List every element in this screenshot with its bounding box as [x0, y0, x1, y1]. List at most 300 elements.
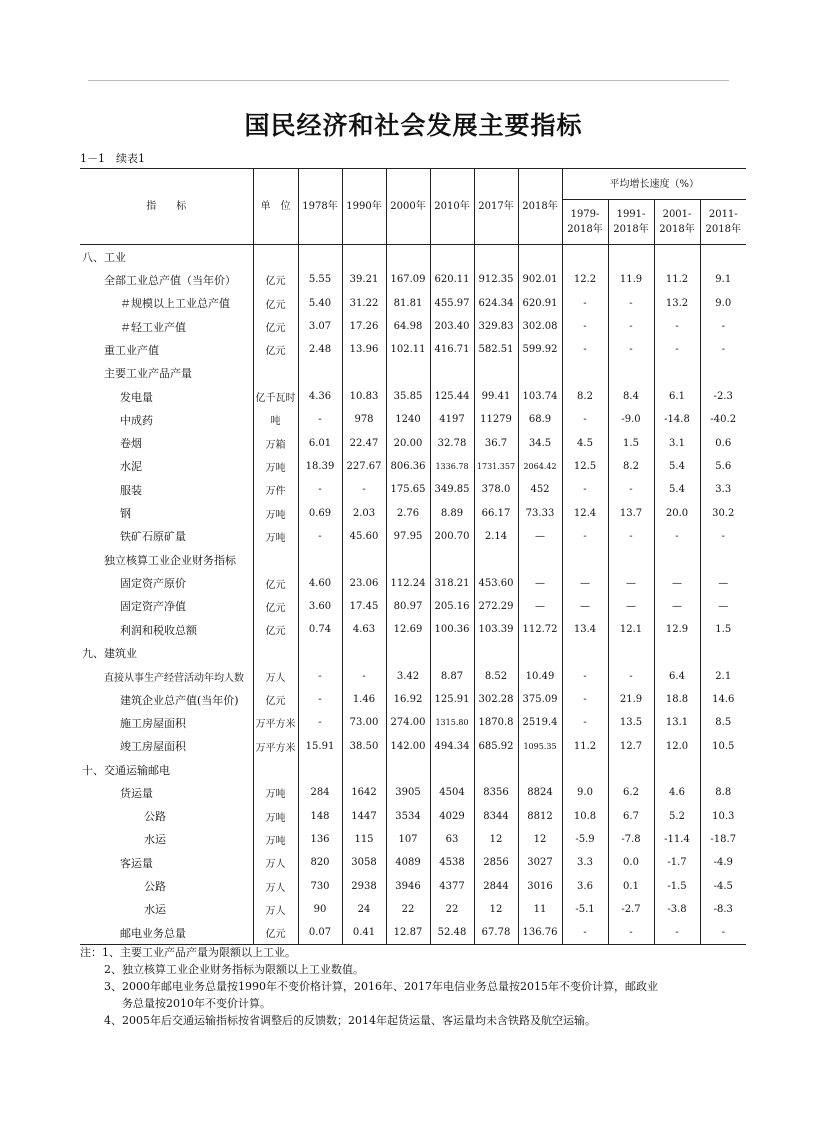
value-cell [474, 758, 518, 781]
value-cell: 99.41 [474, 385, 518, 408]
value-cell: 453.60 [474, 571, 518, 594]
growth-cell: 9.0 [700, 292, 746, 315]
value-cell [518, 548, 562, 571]
value-cell: 2.03 [342, 501, 386, 524]
indicator-name: 独立核算工业企业财务指标 [104, 553, 236, 567]
unit-cell: 亿元 [253, 688, 298, 711]
value-cell: 3027 [518, 851, 562, 874]
growth-cell [654, 758, 700, 781]
value-cell: 12 [518, 828, 562, 851]
growth-cell: 12.4 [562, 501, 608, 524]
growth-cell: 11.2 [562, 735, 608, 758]
value-cell: 1870.8 [474, 711, 518, 734]
value-cell: 15.91 [298, 735, 342, 758]
value-cell: 200.70 [430, 525, 474, 548]
value-cell: 90 [298, 898, 342, 921]
growth-cell [562, 245, 608, 269]
header-year: 2018年 [518, 169, 562, 245]
growth-cell: 2.1 [700, 665, 746, 688]
value-cell [342, 245, 386, 269]
value-cell: 620.91 [518, 292, 562, 315]
value-cell [386, 641, 430, 664]
footnote: 3、2000年邮电业务总量按1990年不变价格计算，2016年、2017年电信业务总量按2015年不变价计算，邮政业 [104, 980, 658, 993]
unit-cell: 亿元 [253, 315, 298, 338]
value-cell: 136 [298, 828, 342, 851]
growth-cell: - [562, 408, 608, 431]
growth-cell: -11.4 [654, 828, 700, 851]
unit-cell: 亿元 [253, 921, 298, 945]
value-cell: 12.87 [386, 921, 430, 945]
value-cell: — [518, 571, 562, 594]
value-cell: 22.47 [342, 432, 386, 455]
unit-cell: 亿元 [253, 571, 298, 594]
value-cell: 3.07 [298, 315, 342, 338]
value-cell: 0.41 [342, 921, 386, 945]
value-cell: 34.5 [518, 432, 562, 455]
unit-cell [253, 548, 298, 571]
value-cell: 378.0 [474, 478, 518, 501]
header-year: 1978年 [298, 169, 342, 245]
value-cell: 4377 [430, 874, 474, 897]
value-cell: 494.34 [430, 735, 474, 758]
value-cell: 2.48 [298, 338, 342, 361]
footnote: 4、2005年后交通运输指标按省调整后的反馈数；2014年起货运量、客运量均未含铁路及航空运输。 [104, 1014, 596, 1027]
value-cell: 2938 [342, 874, 386, 897]
value-cell: 100.36 [430, 618, 474, 641]
growth-cell: 3.3 [700, 478, 746, 501]
unit-cell: 万件 [253, 478, 298, 501]
value-cell: 4538 [430, 851, 474, 874]
table-row [80, 292, 746, 315]
table-row [80, 828, 746, 851]
unit-cell: 万吨 [253, 805, 298, 828]
growth-cell: 8.8 [700, 781, 746, 804]
growth-cell: — [700, 595, 746, 618]
value-cell: - [342, 665, 386, 688]
value-cell: 112.24 [386, 571, 430, 594]
value-cell [430, 641, 474, 664]
indicators-table [80, 168, 746, 945]
value-cell: 978 [342, 408, 386, 431]
growth-cell: - [608, 921, 654, 945]
value-cell: 2064.42 [518, 455, 562, 478]
value-cell: 4029 [430, 805, 474, 828]
value-cell: 318.21 [430, 571, 474, 594]
value-cell: 2844 [474, 874, 518, 897]
table-row [80, 408, 746, 431]
value-cell: 349.85 [430, 478, 474, 501]
value-cell: 730 [298, 874, 342, 897]
growth-cell: - [654, 921, 700, 945]
value-cell [518, 245, 562, 269]
growth-cell: 5.4 [654, 455, 700, 478]
value-cell: 31.22 [342, 292, 386, 315]
value-cell: 302.08 [518, 315, 562, 338]
growth-cell: -7.8 [608, 828, 654, 851]
value-cell: - [298, 478, 342, 501]
indicator-name: 公路 [144, 880, 166, 894]
value-cell [430, 548, 474, 571]
value-cell: 80.97 [386, 595, 430, 618]
indicator-name: 直接从事生产经营活动年均人数 [104, 672, 244, 684]
indicator-name: ＃规模以上工业总产值 [120, 297, 230, 311]
indicator-name: 中成药 [120, 413, 153, 427]
growth-cell: 8.5 [700, 711, 746, 734]
growth-cell: 1.5 [700, 618, 746, 641]
growth-cell: - [608, 338, 654, 361]
growth-cell: 13.5 [608, 711, 654, 734]
growth-cell: -40.2 [700, 408, 746, 431]
growth-cell [562, 548, 608, 571]
value-cell [386, 548, 430, 571]
growth-cell: 12.2 [562, 268, 608, 291]
value-cell: 68.9 [518, 408, 562, 431]
indicator-name: 建筑企业总产值(当年价) [120, 693, 239, 707]
value-cell: - [298, 525, 342, 548]
growth-cell: 0.0 [608, 851, 654, 874]
value-cell: 1731.357 [474, 455, 518, 478]
table-row [80, 501, 746, 524]
value-cell: 32.78 [430, 432, 474, 455]
table-row [80, 874, 746, 897]
growth-cell [562, 758, 608, 781]
table-row [80, 455, 746, 478]
value-cell [518, 362, 562, 385]
indicator-name: 利润和税收总额 [120, 623, 197, 637]
growth-cell [608, 548, 654, 571]
value-cell: - [298, 711, 342, 734]
value-cell: 175.65 [386, 478, 430, 501]
growth-cell: 6.4 [654, 665, 700, 688]
value-cell: 73.00 [342, 711, 386, 734]
growth-cell: — [654, 571, 700, 594]
growth-cell: 18.8 [654, 688, 700, 711]
indicator-name: 铁矿石原矿量 [120, 530, 186, 544]
value-cell: 4504 [430, 781, 474, 804]
growth-cell: - [700, 315, 746, 338]
growth-cell [700, 641, 746, 664]
growth-cell: -3.8 [654, 898, 700, 921]
value-cell: 3016 [518, 874, 562, 897]
value-cell: 582.51 [474, 338, 518, 361]
unit-cell: 万人 [253, 898, 298, 921]
header-year: 2010年 [430, 169, 474, 245]
value-cell: 227.67 [342, 455, 386, 478]
footnote: 注：1、主要工业产品产量为限额以上工业。 [80, 946, 296, 959]
growth-cell: — [562, 595, 608, 618]
growth-cell: 10.5 [700, 735, 746, 758]
value-cell: 17.45 [342, 595, 386, 618]
unit-cell [253, 641, 298, 664]
indicator-name: 水泥 [120, 460, 142, 474]
table-row [80, 688, 746, 711]
value-cell: 0.74 [298, 618, 342, 641]
value-cell: 12.69 [386, 618, 430, 641]
value-cell: 1.46 [342, 688, 386, 711]
value-cell: 2.76 [386, 501, 430, 524]
value-cell: 5.55 [298, 268, 342, 291]
indicator-name: 十、交通运输邮电 [82, 763, 170, 777]
growth-cell: -2.7 [608, 898, 654, 921]
value-cell: 142.00 [386, 735, 430, 758]
value-cell: 107 [386, 828, 430, 851]
value-cell: 67.78 [474, 921, 518, 945]
header-unit: 单 位 [253, 169, 298, 245]
growth-cell [654, 245, 700, 269]
table-row [80, 595, 746, 618]
growth-cell: 11.2 [654, 268, 700, 291]
value-cell: 272.29 [474, 595, 518, 618]
value-cell: 455.97 [430, 292, 474, 315]
value-cell: 2519.4 [518, 711, 562, 734]
indicator-name: 钢 [120, 507, 131, 521]
table-row [80, 548, 746, 571]
value-cell: 39.21 [342, 268, 386, 291]
unit-cell: 万人 [253, 851, 298, 874]
value-cell: 5.40 [298, 292, 342, 315]
unit-cell: 万人 [253, 665, 298, 688]
growth-cell: 8.4 [608, 385, 654, 408]
table-row [80, 758, 746, 781]
value-cell: 45.60 [342, 525, 386, 548]
growth-cell: -2.3 [700, 385, 746, 408]
value-cell: 8.52 [474, 665, 518, 688]
value-cell [342, 758, 386, 781]
value-cell: 0.69 [298, 501, 342, 524]
value-cell: 24 [342, 898, 386, 921]
value-cell: 125.44 [430, 385, 474, 408]
growth-cell: - [654, 338, 700, 361]
value-cell: 284 [298, 781, 342, 804]
indicator-name: 水运 [144, 903, 166, 917]
indicator-name: 九、建筑业 [82, 646, 137, 660]
value-cell [342, 362, 386, 385]
table-row [80, 898, 746, 921]
value-cell: 10.83 [342, 385, 386, 408]
growth-cell [562, 362, 608, 385]
value-cell: 8356 [474, 781, 518, 804]
unit-cell: 亿元 [253, 268, 298, 291]
indicator-name: 全部工业总产值（当年价） [104, 273, 236, 287]
growth-cell: — [700, 571, 746, 594]
value-cell: 902.01 [518, 268, 562, 291]
indicator-name: 竣工房屋面积 [120, 740, 186, 754]
value-cell: 16.92 [386, 688, 430, 711]
table-row [80, 385, 746, 408]
growth-cell: 20.0 [654, 501, 700, 524]
value-cell [386, 362, 430, 385]
header-growth-period: 1979- 2018年 [562, 200, 608, 245]
unit-cell [253, 245, 298, 269]
value-cell: 1642 [342, 781, 386, 804]
header-growth-period: 2001- 2018年 [654, 200, 700, 245]
indicator-name: 货运量 [120, 786, 153, 800]
unit-cell: 万吨 [253, 525, 298, 548]
value-cell: 3058 [342, 851, 386, 874]
growth-cell: -4.5 [700, 874, 746, 897]
header-indicator: 指 标 [80, 169, 253, 245]
growth-cell [608, 362, 654, 385]
value-cell [386, 245, 430, 269]
value-cell: - [298, 408, 342, 431]
value-cell: 1095.35 [518, 735, 562, 758]
growth-cell: 6.2 [608, 781, 654, 804]
value-cell: 1240 [386, 408, 430, 431]
footnote: 务总量按2010年不变价计算。 [122, 997, 271, 1010]
value-cell: — [518, 525, 562, 548]
growth-cell: 6.7 [608, 805, 654, 828]
value-cell: 8812 [518, 805, 562, 828]
value-cell: 0.07 [298, 921, 342, 945]
growth-cell: 10.3 [700, 805, 746, 828]
growth-cell: 1.5 [608, 432, 654, 455]
value-cell: 624.34 [474, 292, 518, 315]
unit-cell: 万人 [253, 874, 298, 897]
value-cell: 12 [474, 828, 518, 851]
growth-cell: -4.9 [700, 851, 746, 874]
value-cell: 11279 [474, 408, 518, 431]
growth-cell: — [654, 595, 700, 618]
value-cell: 620.11 [430, 268, 474, 291]
growth-cell: 5.6 [700, 455, 746, 478]
value-cell: 4089 [386, 851, 430, 874]
header-year: 1990年 [342, 169, 386, 245]
value-cell: 3905 [386, 781, 430, 804]
growth-cell: 14.6 [700, 688, 746, 711]
value-cell [298, 641, 342, 664]
value-cell: 416.71 [430, 338, 474, 361]
growth-cell: - [654, 315, 700, 338]
unit-cell: 万吨 [253, 455, 298, 478]
value-cell: 167.09 [386, 268, 430, 291]
value-cell: 2.14 [474, 525, 518, 548]
growth-cell [608, 245, 654, 269]
growth-cell [608, 641, 654, 664]
value-cell: - [298, 665, 342, 688]
indicator-name: 邮电业务总量 [80, 921, 253, 945]
value-cell [474, 245, 518, 269]
header-year: 2000年 [386, 169, 430, 245]
indicator-name: ＃轻工业产值 [120, 320, 186, 334]
table-row [80, 245, 746, 269]
growth-cell: 8.2 [562, 385, 608, 408]
value-cell: 35.85 [386, 385, 430, 408]
value-cell: 10.49 [518, 665, 562, 688]
growth-cell: - [700, 525, 746, 548]
indicator-name: 固定资产原价 [120, 577, 186, 591]
growth-cell: - [608, 478, 654, 501]
value-cell: 820 [298, 851, 342, 874]
table-row [80, 781, 746, 804]
indicator-name: 服装 [120, 483, 142, 497]
value-cell: - [342, 478, 386, 501]
indicator-name: 卷烟 [120, 437, 142, 451]
growth-cell [700, 548, 746, 571]
value-cell: 205.16 [430, 595, 474, 618]
value-cell: 274.00 [386, 711, 430, 734]
growth-cell: 12.9 [654, 618, 700, 641]
table-row [80, 315, 746, 338]
value-cell: 4197 [430, 408, 474, 431]
header-growth-period: 2011- 2018年 [700, 200, 746, 245]
growth-cell: -18.7 [700, 828, 746, 851]
value-cell: 1336.78 [430, 455, 474, 478]
growth-cell: - [700, 338, 746, 361]
value-cell: 452 [518, 478, 562, 501]
value-cell: 912.35 [474, 268, 518, 291]
table-row [80, 641, 746, 664]
indicator-name: 主要工业产品产量 [104, 367, 192, 381]
growth-cell: 5.4 [654, 478, 700, 501]
indicator-name: 施工房屋面积 [120, 716, 186, 730]
growth-cell: 11.9 [608, 268, 654, 291]
value-cell: 52.48 [430, 921, 474, 945]
value-cell [518, 758, 562, 781]
value-cell: 17.26 [342, 315, 386, 338]
unit-cell: 万吨 [253, 781, 298, 804]
growth-cell: - [608, 665, 654, 688]
value-cell: 2856 [474, 851, 518, 874]
value-cell: 12 [474, 898, 518, 921]
value-cell [430, 245, 474, 269]
growth-cell: 12.7 [608, 735, 654, 758]
value-cell: 4.63 [342, 618, 386, 641]
value-cell [298, 245, 342, 269]
table-row [80, 805, 746, 828]
unit-cell: 万吨 [253, 828, 298, 851]
value-cell [386, 758, 430, 781]
footnote: 2、独立核算工业企业财务指标为限额以上工业数值。 [104, 963, 364, 976]
page-title: 国民经济和社会发展主要指标 [244, 111, 583, 140]
table-row [80, 618, 746, 641]
value-cell [298, 548, 342, 571]
value-cell: — [518, 595, 562, 618]
value-cell: 38.50 [342, 735, 386, 758]
growth-cell: 0.6 [700, 432, 746, 455]
value-cell: 3.60 [298, 595, 342, 618]
growth-cell: 3.6 [562, 874, 608, 897]
unit-cell [253, 758, 298, 781]
value-cell: 103.74 [518, 385, 562, 408]
unit-cell: 万吨 [253, 501, 298, 524]
growth-cell: 13.4 [562, 618, 608, 641]
unit-cell: 亿元 [253, 292, 298, 315]
growth-cell: 4.6 [654, 781, 700, 804]
growth-cell: 6.1 [654, 385, 700, 408]
table-row [80, 338, 746, 361]
growth-cell: - [562, 688, 608, 711]
growth-cell [700, 245, 746, 269]
growth-cell: - [562, 315, 608, 338]
growth-cell: -8.3 [700, 898, 746, 921]
table-row [80, 921, 746, 945]
value-cell [430, 758, 474, 781]
growth-cell [654, 641, 700, 664]
value-cell: 6.01 [298, 432, 342, 455]
growth-cell: 5.2 [654, 805, 700, 828]
value-cell: 103.39 [474, 618, 518, 641]
indicator-name: 重工业产值 [104, 343, 159, 357]
growth-cell: - [562, 921, 608, 945]
growth-cell: 0.1 [608, 874, 654, 897]
unit-cell: 亿元 [253, 338, 298, 361]
growth-cell: - [608, 292, 654, 315]
header-growth-period: 1991- 2018年 [608, 200, 654, 245]
growth-cell: 13.2 [654, 292, 700, 315]
value-cell: 66.17 [474, 501, 518, 524]
value-cell: 4.60 [298, 571, 342, 594]
growth-cell: - [562, 711, 608, 734]
